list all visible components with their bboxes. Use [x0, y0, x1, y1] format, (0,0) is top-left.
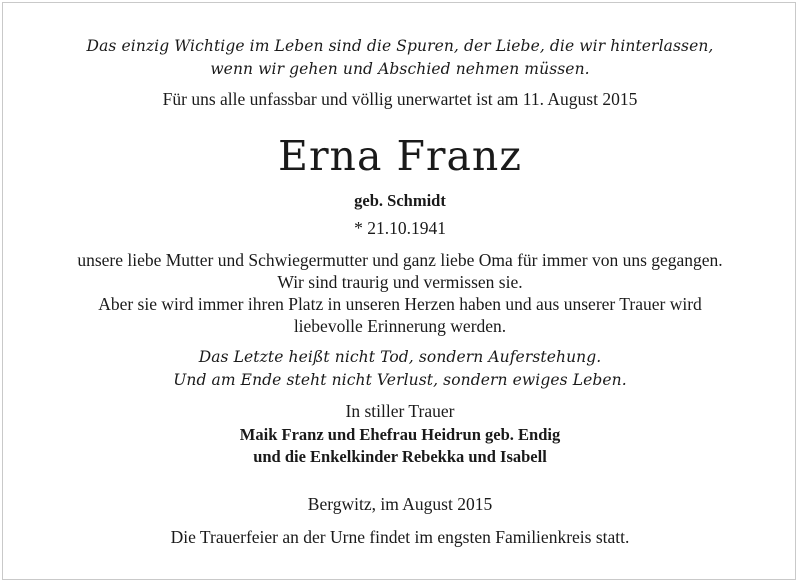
announcement: Für uns alle unfassbar und völlig unerwartet ist am 11. August 2015: [162, 89, 638, 109]
opening-quote-line-2: wenn wir gehen und Abschied nehmen müssen.: [210, 60, 590, 78]
mourner-line-2: und die Enkelkinder Rebekka und Isabell: [253, 447, 547, 466]
maiden-name: geb. Schmidt: [354, 191, 446, 210]
closing-quote-line-2: Und am Ende steht nicht Verlust, sondern ewiges Leben.: [173, 371, 627, 389]
birth-date: * 21.10.1941: [354, 218, 446, 238]
mourner-line-1: Maik Franz und Ehefrau Heidrun geb. Endig: [239, 425, 561, 444]
message-line-4: liebevolle Erinnerung werden.: [293, 316, 507, 336]
message-line-3: Aber sie wird immer ihren Platz in unseren Herzen haben und aus unserer Trauer wird: [98, 294, 702, 314]
place-date: Bergwitz, im August 2015: [307, 494, 493, 514]
closing-quote-line-1: Das Letzte heißt nicht Tod, sondern Auferstehung.: [198, 348, 602, 366]
message-line-1: unsere liebe Mutter und Schwiegermutter und ganz liebe Oma für immer von uns gegangen.: [77, 250, 723, 270]
message-line-2: Wir sind traurig und vermissen sie.: [277, 272, 523, 292]
mourning-intro: In stiller Trauer: [345, 401, 455, 421]
funeral-note: Die Trauerfeier an der Urne findet im engsten Familienkreis statt.: [170, 527, 630, 547]
opening-quote-line-1: Das einzig Wichtige im Leben sind die Spuren, der Liebe, die wir hinterlassen,: [86, 37, 714, 55]
deceased-name: Erna Franz: [278, 132, 522, 180]
